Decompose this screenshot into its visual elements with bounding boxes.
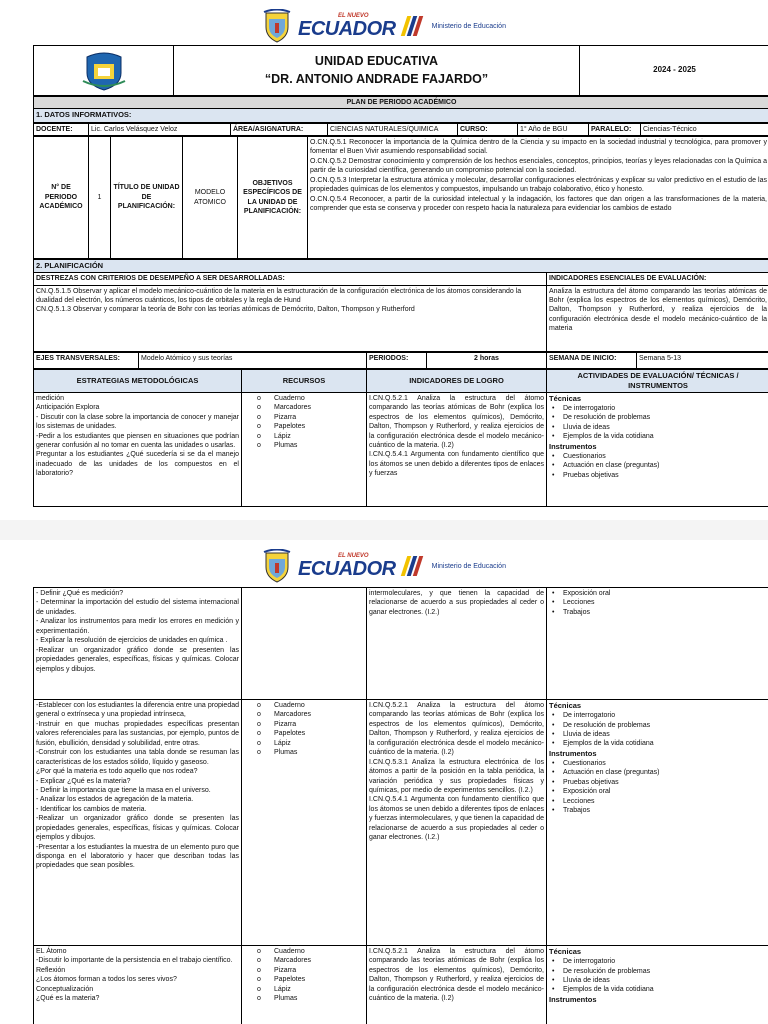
recurso-item: o Lápiz — [254, 432, 364, 441]
ministry-logo — [262, 9, 506, 43]
titulo-label: TÍTULO DE UNIDAD DE PLANIFICACIÓN: — [111, 137, 183, 259]
tecnica-item: • De interrogatorio — [549, 957, 767, 966]
actividades-cell — [547, 700, 768, 946]
estrategia-line: -Realizar un organizador gráfico donde se presenten las propiedades generales, específicas, físicas y químicas. Colocar ejemplos y dibujos. — [36, 646, 239, 673]
instrumento-item: • Trabajos — [549, 806, 767, 815]
ecuador-coat-of-arms-icon — [262, 9, 292, 43]
logo-big-text: ECUADOR — [298, 558, 396, 580]
plan-document-continued — [33, 587, 768, 1024]
curso-value: 1° Año de BGU — [518, 123, 589, 135]
recurso-item: o Plumas — [254, 748, 364, 757]
semana-value: Semana 5-13 — [637, 352, 768, 368]
estrategia-line: -Presentar a los estudiantes la muestra de un elemento puro que disponga en el laboratorio y hacer que describan todas las propiedades que sean posibles. — [36, 843, 239, 870]
datos-section-title: 1. DATOS INFORMATIVOS: — [34, 109, 768, 122]
estrategia-line: -Pedir a los estudiantes que piensen en situaciones que podrían generar confusión al no tomar en cuenta las unidades o usarlas. — [36, 432, 239, 449]
recurso-item: o Lápiz — [254, 985, 364, 994]
tecnica-item: • Ejemplos de la vida cotidiana — [549, 739, 767, 748]
instrumentos-heading: Instrumentos — [549, 994, 597, 1004]
objetivo-item: O.CN.Q.5.2 Demostrar conocimiento y comprensión de los hechos esenciales, conceptos, principios, teorías y leyes relacionadas con la Química a partir de la curiosidad científica, generando un compromiso potencial con la sociedad. — [310, 157, 767, 175]
estrategia-line: - Explicar ¿Qué es la materia? — [36, 777, 131, 785]
logo-small-text: EL NUEVO — [338, 553, 369, 559]
periodo-value: 1 — [89, 137, 111, 259]
recurso-item: o Pizarra — [254, 966, 364, 975]
estrategia-line: medición — [36, 394, 65, 402]
instrumento-item: • Pruebas objetivas — [549, 471, 767, 480]
tecnica-item: • Lluvia de ideas — [549, 423, 767, 432]
estrategia-line: -Instruir en que muchas propiedades específicas presentan valores referenciales para las sustancias, por ejemplo, puntos de fusión, ebullición, densidad y solubilidad, entre otras. — [36, 720, 239, 747]
estrategia-line: - Identificar los cambios de materia. — [36, 805, 147, 813]
tecnica-item: • De resolución de problemas — [549, 721, 767, 730]
estrategia-line: ¿Por qué la materia es todo aquello que nos rodea? — [36, 768, 198, 776]
estrategia-line: Anticipación Explora — [36, 404, 100, 412]
docente-value: Lic. Carlos Velásquez Veloz — [89, 123, 231, 135]
flag-stripes-icon — [404, 556, 420, 576]
ministry-header-p2 — [0, 544, 768, 588]
plan-title-table — [33, 96, 768, 123]
logo-big-text: ECUADOR — [298, 18, 396, 40]
actividad-item: • Exposición oral — [549, 589, 767, 598]
estrategias-cell — [34, 392, 242, 506]
recurso-item: o Plumas — [254, 441, 364, 450]
estrategia-line: Preguntar a los estudiantes ¿Qué sucedería si se da el manejo inadecuado de las unidades de los compuestos en el laboratorio? — [36, 451, 239, 478]
indicador-logro: I.CN.Q.5.3.1 Analiza la estructura electrónica de los átomos a partir de la posición en la tabla periódica, la variación periódica y sus propiedades físicas y químicas, por medio de experimentos sencillos. (I.2.) — [369, 758, 544, 794]
recurso-item: o Lápiz — [254, 739, 364, 748]
curso-label: CURSO: — [458, 123, 518, 135]
indicadores-esenciales-label: INDICADORES ESENCIALES DE EVALUACIÓN: — [547, 273, 768, 285]
tecnica-item: • Ejemplos de la vida cotidiana — [549, 432, 767, 441]
recurso-item: o Marcadores — [254, 710, 364, 719]
estrategia-line: - Discutir con la clase sobre la importancia de conocer y manejar los sistemas de unidades. — [36, 413, 239, 431]
school-name-line2: “DR. ANTONIO ANDRADE FAJARDO” — [264, 71, 489, 86]
recursos-cell — [242, 392, 367, 506]
estrategias-cell — [34, 700, 242, 946]
tecnica-item: • De resolución de problemas — [549, 967, 767, 976]
indicadores-cell — [367, 700, 547, 946]
indicadores-cell: I.CN.Q.5.2.1 Analiza la estructura del átomo comparando las teorías atómicas de Bohr (explica los espectros de los elementos químicos), Demócrito, Dalton, Thompson y Rutherford, y realiza ejercicios de la configuración electrónica desde el modelo mecánico-cuántico de la materia. (I.2) — [367, 946, 547, 1024]
objetivos-label: OBJETIVOS ESPECÍFICOS DE LA UNIDAD DE PLANIFICACIÓN: — [238, 137, 308, 259]
ministry-header — [0, 4, 768, 48]
periodo-label: N° DE PERIODO ACADÉMICO — [34, 137, 89, 259]
estrategia-line: - Analizar los estados de agregación de la materia. — [36, 796, 194, 804]
recurso-item: o Cuaderno — [254, 947, 364, 956]
indicador-logro: I.CN.Q.5.2.1 Analiza la estructura del átomo comparando las teorías atómicas de Bohr (explica los espectros de los elementos químicos), Demócrito, Dalton, Thompson y Rutherford, y realiza ejercicios de la configuración electrónica desde el modelo mecánico-cuántico de la materia. (I.2) — [369, 702, 544, 757]
estrategia-line: -Construir con los estudiantes una tabla donde se resuman las características de los estados sólido, líquido y gaseoso. — [36, 749, 239, 766]
objetivos-list — [308, 137, 768, 259]
logo-small-text: EL NUEVO — [338, 13, 369, 19]
recursos-cell — [242, 946, 367, 1024]
instrumentos-heading: Instrumentos — [549, 441, 597, 451]
titulo-value: MODELO ATOMICO — [183, 137, 238, 259]
indicador-logro: I.CN.Q.5.4.1 Argumenta con fundamento científico que los átomos se unen debido a diferentes tipos de enlaces y fuerzas — [369, 451, 544, 478]
recurso-item: o Pizarra — [254, 413, 364, 422]
ejes-table — [33, 352, 768, 369]
destreza-item: CN.Q.5.1.3 Observar y comparar la teoría de Bohr con las teorías atómicas de Demócrito, Dalton, Thompson y Rutherford — [36, 306, 415, 314]
tecnica-item: • Lluvia de ideas — [549, 730, 767, 739]
datos-row-table — [33, 123, 768, 136]
flag-stripes-icon — [404, 16, 420, 36]
objetivo-item: O.CN.Q.5.1 Reconocer la importancia de la Química dentro de la Ciencia y su impacto en la sociedad industrial y tecnológica, para promover y fomentar el Buen Vivir asumiendo responsabilidad social. — [310, 139, 767, 156]
estrategia-line: - Explicar la resolución de ejercicios de unidades en química . — [36, 637, 228, 645]
objetivo-item: O.CN.Q.5.3 Interpretar la estructura atómica y molecular, desarrollar configuraciones electrónicas y explicar su valor predictivo en el estudio de las propiedades químicas de los elementos y compuestos, impulsando un trabajo colaborativo, ético y honesto. — [310, 176, 767, 194]
estrategia-line: - Determinar la importación del estudio del sistema internacional de unidades. — [36, 599, 239, 616]
tecnica-item: • Lluvia de ideas — [549, 976, 767, 985]
objetivos-table — [33, 136, 768, 259]
estrategias-cell — [34, 946, 242, 1024]
estrategias-cell — [34, 588, 242, 700]
instrumento-item: • Lecciones — [549, 797, 767, 806]
estrategia-line: -Realizar un organizador gráfico donde se presenten las propiedades generales, específicas, físicas y químicas. Colocar ejemplos y dibujos. — [36, 815, 239, 842]
activities-table-p1 — [33, 369, 768, 507]
semana-label: SEMANA DE INICIO: — [547, 352, 637, 368]
estrategia-line: Conceptualización — [36, 985, 94, 993]
tecnicas-heading: Técnicas — [549, 701, 582, 710]
recurso-item: o Plumas — [254, 994, 364, 1003]
planificacion-section-title: 2. PLANIFICACIÓN — [34, 260, 768, 273]
instrumento-item: • Pruebas objetivas — [549, 778, 767, 787]
ecuador-coat-of-arms-icon — [262, 549, 292, 583]
recurso-item: o Papelotes — [254, 422, 364, 431]
col-estrategias: ESTRATEGIAS METODOLÓGICAS — [34, 369, 242, 392]
paralelo-label: PARALELO: — [589, 123, 641, 135]
area-label: ÁREA/ASIGNATURA: — [231, 123, 328, 135]
tecnica-item: • Ejemplos de la vida cotidiana — [549, 985, 767, 994]
destrezas-list — [34, 285, 547, 351]
activities-table-p2 — [33, 587, 768, 1024]
col-recursos: RECURSOS — [242, 369, 367, 392]
recurso-item: o Cuaderno — [254, 701, 364, 710]
actividades-cell — [547, 946, 768, 1024]
document-page-2 — [0, 540, 768, 1024]
estrategia-line: EL Átomo — [36, 948, 67, 955]
estrategia-line: -Establecer con los estudiantes la diferencia entre una propiedad general o extrínseca y una propiedad intrínseca, — [36, 702, 239, 719]
actividades-cell — [547, 392, 768, 506]
ministry-name: Ministerio de Educación — [431, 562, 506, 570]
recurso-item: o Papelotes — [254, 729, 364, 738]
estrategia-line: - Analizar los instrumentos para medir los errores en medición y experimentación. — [36, 618, 239, 635]
planificacion-table — [33, 259, 768, 352]
instrumento-item: • Actuación en clase (preguntas) — [549, 768, 767, 777]
indicador-esencial: Analiza la estructura del átomo comparando las teorías atómicas de Bohr (explica los espectros de los elementos químicos), Demócrito, Dalton, Thompson y Rutherford, y realiza ejercicios de la configuración electrónica desde el modelo mecánico-cuántico de la materia — [547, 285, 768, 351]
indicadores-cell: intermoleculares, y que tienen la capacidad de relacionarse de acuerdo a sus propiedades al ceder o ganar electrones. (I.2.) — [367, 588, 547, 700]
estrategia-line: - Definir la importancia que tiene la masa en el universo. — [36, 786, 211, 794]
ministry-name: Ministerio de Educación — [431, 22, 506, 30]
recursos-cell — [242, 700, 367, 946]
page-gap — [0, 520, 768, 540]
tecnicas-heading: Técnicas — [549, 393, 582, 403]
estrategia-line: ¿Los átomos forman a todos los seres vivos? — [36, 976, 177, 984]
plan-document — [33, 45, 768, 507]
actividad-item: • Lecciones — [549, 598, 767, 607]
recurso-item: o Pizarra — [254, 720, 364, 729]
tecnicas-heading: Técnicas — [549, 947, 582, 956]
ejes-label: EJES TRANSVERSALES: — [34, 352, 139, 368]
recursos-cell — [242, 588, 367, 700]
ministry-logo — [262, 549, 506, 583]
destrezas-label: DESTREZAS CON CRITERIOS DE DESEMPEÑO A SER DESARROLLADAS: — [34, 273, 547, 285]
periodos-label: PERIODOS: — [367, 352, 427, 368]
indicadores-cell — [367, 392, 547, 506]
school-crest-icon — [79, 51, 129, 91]
recurso-item: o Marcadores — [254, 403, 364, 412]
tecnica-item: • De interrogatorio — [549, 404, 767, 413]
indicador-logro: I.CN.Q.5.2.1 Analiza la estructura del átomo comparando las teorías atómicas de Bohr (explica los espectros de los elementos químicos), Demócrito, Dalton, Thompson y Rutherford, y realiza ejercicios de la configuración electrónica desde el modelo mecánico-cuántico de la materia. (I.2) — [369, 394, 544, 449]
recurso-item: o Papelotes — [254, 975, 364, 984]
school-header-table — [33, 45, 768, 96]
indicador-logro: I.CN.Q.5.4.1 Argumenta con fundamento científico que los átomos se unen debido a diferentes tipos de enlaces y fuerzas intermoleculares, y que tienen la capacidad de relacionarse de acuerdo a sus propiedades al ceder o ganar electrones. (I.2.) — [369, 796, 544, 842]
instrumento-item: • Exposición oral — [549, 787, 767, 796]
school-name-line1: UNIDAD EDUCATIVA — [314, 54, 439, 68]
instrumentos-heading: Instrumentos — [549, 748, 597, 758]
paralelo-value: Ciencias-Técnico — [641, 123, 768, 135]
instrumento-item: • Cuestionarios — [549, 759, 767, 768]
school-year: 2024 - 2025 — [580, 46, 768, 96]
tecnica-item: • De interrogatorio — [549, 711, 767, 720]
col-indicadores: INDICADORES DE LOGRO — [367, 369, 547, 392]
instrumento-item: • Actuación en clase (preguntas) — [549, 461, 767, 470]
periodos-value: 2 horas — [427, 352, 547, 368]
instrumento-item: • Cuestionarios — [549, 452, 767, 461]
estrategia-line: -Discutir lo importante de la persistencia en el trabajo científico. — [36, 957, 233, 965]
estrategia-line: ¿Qué es la materia? — [36, 995, 100, 1003]
recurso-item: o Cuaderno — [254, 394, 364, 403]
plan-title: PLAN DE PERIODO ACADÉMICO — [34, 97, 768, 109]
area-value: CIENCIAS NATURALES/QUIMICA — [328, 123, 458, 135]
actividades-cell — [547, 588, 768, 700]
destreza-item: CN.Q.5.1.5 Observar y aplicar el modelo mecánico-cuántico de la materia en la estructuración de la configuración electrónica de los átomos considerando la dualidad del electrón, los números cuánticos, los tipos de orbitales y la regla de Hund — [36, 287, 522, 304]
ejes-value: Modelo Atómico y sus teorías — [139, 352, 367, 368]
recurso-item: o Marcadores — [254, 956, 364, 965]
estrategia-line: - Definir ¿Qué es medición? — [36, 590, 124, 597]
docente-label: DOCENTE: — [34, 123, 89, 135]
col-actividades: ACTIVIDADES DE EVALUACIÓN/ TÉCNICAS / INSTRUMENTOS — [547, 369, 768, 392]
actividad-item: • Trabajos — [549, 608, 767, 617]
objetivo-item: O.CN.Q.5.4 Reconocer, a partir de la curiosidad intelectual y la indagación, los factores que dan origen a las transformaciones de la materia, comprender que esta se conserva y proceder con respeto hacia la naturaleza para evidenciar los cambios de estado — [310, 195, 767, 213]
tecnica-item: • De resolución de problemas — [549, 413, 767, 422]
estrategia-line: Reflexión — [36, 966, 66, 974]
